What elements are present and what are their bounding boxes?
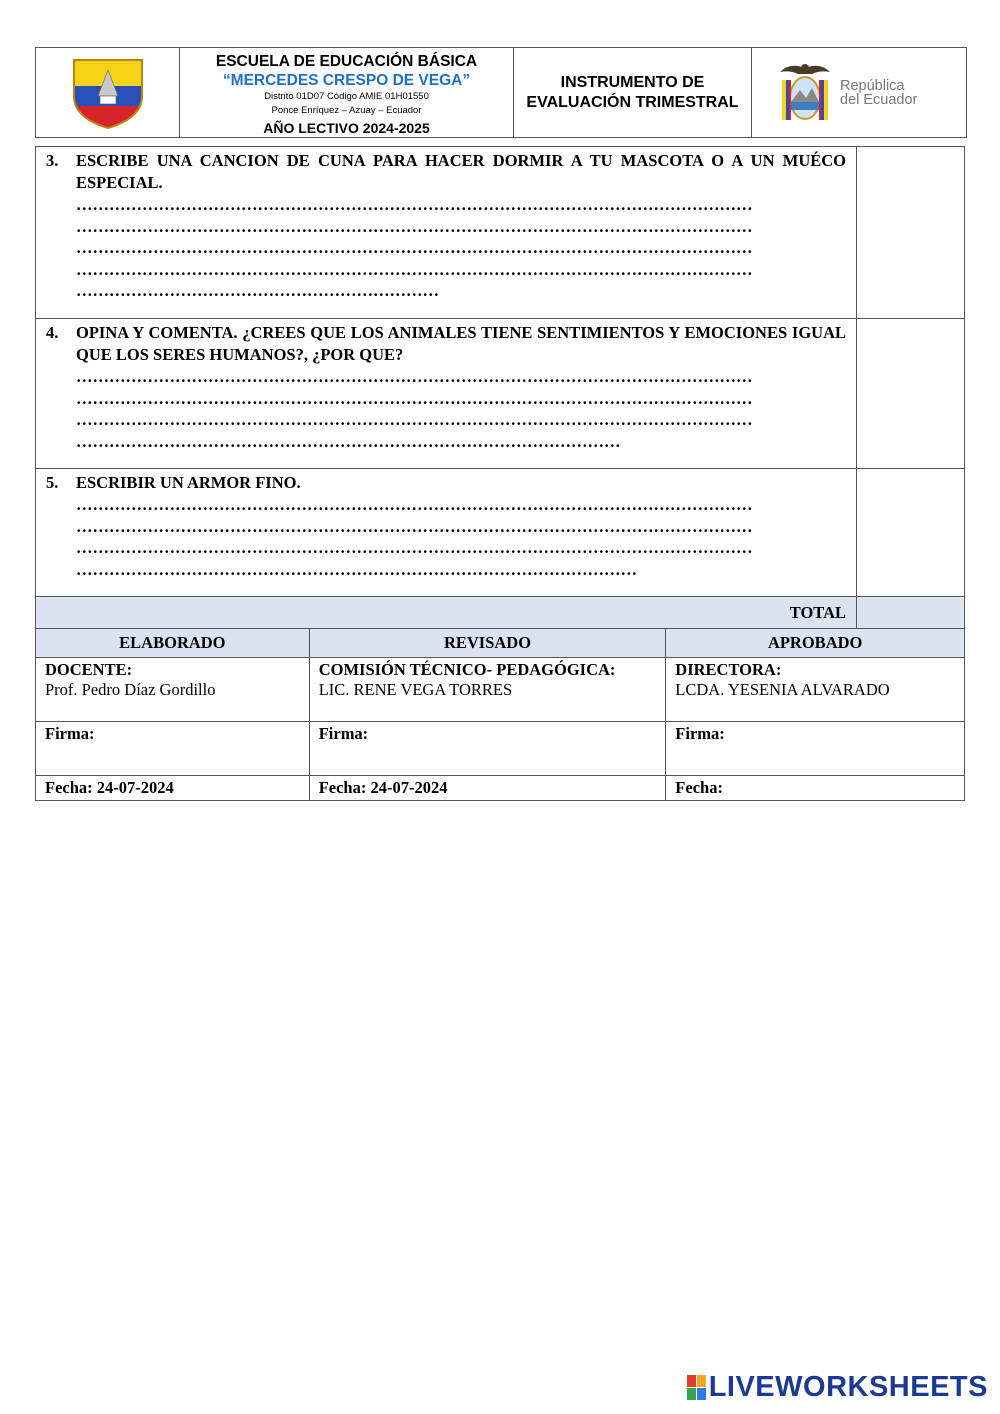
header-aprobado: APROBADO <box>666 629 965 658</box>
score-cell[interactable] <box>857 319 965 469</box>
school-logo-cell <box>36 48 180 137</box>
question-number: 3. <box>46 151 59 170</box>
header-revisado: REVISADO <box>309 629 666 658</box>
signature-header-row <box>36 629 965 658</box>
question-cell <box>36 319 857 469</box>
district-line: Distrito 01D07 Código AMIE 01H01550 <box>264 91 429 102</box>
question-number: 5. <box>46 473 59 492</box>
answer-line[interactable]: ………………………………………………………………………………………… <box>76 559 637 579</box>
total-score-cell[interactable] <box>857 597 965 629</box>
question-row <box>36 147 965 319</box>
question-cell <box>36 147 857 319</box>
answer-line[interactable]: …………………………………………………………………………………………………………… <box>76 516 753 536</box>
signature-fecha-row <box>36 776 965 801</box>
school-name: ESCUELA DE EDUCACIÓN BÁSICA <box>215 53 478 70</box>
liveworksheets-icon <box>687 1375 706 1400</box>
question-text: OPINA Y COMENTA. ¿CREES QUE LOS ANIMALES TIENE SENTIMIENTOS Y EMOCIONES IGUAL QUE LOS SERES HUMANOS?, ¿POR QUE? <box>76 323 846 364</box>
liveworksheets-logo[interactable] <box>687 1371 988 1404</box>
role-label-directora: DIRECTORA: <box>675 660 782 679</box>
answer-line[interactable]: …………………………………………………………………………………………………………… <box>76 538 753 557</box>
liveworksheets-wordmark: LIVEWORKSHEETS <box>708 1371 988 1403</box>
answer-line[interactable]: ……………………………………………………………………………………… <box>76 431 621 451</box>
firma-elaborado[interactable]: Firma: <box>36 722 310 776</box>
document-header <box>35 47 967 138</box>
header-elaborado: ELABORADO <box>36 629 310 658</box>
question-cell <box>36 469 857 597</box>
questions-table <box>35 146 965 629</box>
answer-line[interactable]: ………………………………………………………… <box>76 281 439 300</box>
question-row <box>36 469 965 597</box>
instrument-title-line1: INSTRUMENTO DE <box>560 73 705 91</box>
signature-table <box>35 628 965 801</box>
total-row <box>36 597 965 629</box>
name-directora: LCDA. YESENIA ALVARADO <box>675 680 890 699</box>
answer-line[interactable]: …………………………………………………………………………………………………………… <box>76 410 753 429</box>
fecha-aprobado: Fecha: <box>666 776 965 801</box>
firma-revisado[interactable]: Firma: <box>309 722 666 776</box>
republic-wordmark <box>840 79 917 107</box>
aprobado-cell <box>666 658 965 722</box>
answer-line[interactable]: …………………………………………………………………………………………………………… <box>76 388 753 408</box>
role-label-docente: DOCENTE: <box>45 660 133 679</box>
ecuador-coat-of-arms-icon <box>776 58 834 128</box>
signature-firma-row <box>36 722 965 776</box>
fecha-revisado: Fecha: 24-07-2024 <box>309 776 666 801</box>
instrument-title-line2: EVALUACIÓN TRIMESTRAL <box>526 93 739 111</box>
name-docente: Prof. Pedro Díaz Gordillo <box>45 680 216 699</box>
firma-aprobado[interactable]: Firma: <box>666 722 965 776</box>
school-year: AÑO LECTIVO 2024-2025 <box>263 120 430 136</box>
score-cell[interactable] <box>857 469 965 597</box>
school-quote-name: “MERCEDES CRESPO DE VEGA” <box>222 72 471 89</box>
name-comision: LIC. RENE VEGA TORRES <box>318 680 513 699</box>
school-info-cell <box>180 48 514 137</box>
question-text: ESCRIBIR UN ARMOR FINO. <box>76 473 301 492</box>
score-cell[interactable] <box>857 147 965 319</box>
fecha-elaborado: Fecha: 24-07-2024 <box>36 776 310 801</box>
elaborado-cell <box>36 658 310 722</box>
answer-line[interactable]: …………………………………………………………………………………………………………… <box>76 259 753 279</box>
question-number: 4. <box>46 323 59 342</box>
republic-line2: del Ecuador <box>840 91 918 108</box>
answer-line[interactable]: …………………………………………………………………………………………………………… <box>76 238 753 257</box>
question-row <box>36 319 965 469</box>
answer-line[interactable]: …………………………………………………………………………………………………………… <box>76 495 753 514</box>
republic-logo-cell <box>752 48 966 137</box>
revisado-cell <box>309 658 666 722</box>
location-line: Ponce Enríquez – Azuay – Ecuador <box>271 105 422 116</box>
school-shield-logo <box>68 56 148 130</box>
answer-line[interactable]: …………………………………………………………………………………………………………… <box>76 195 753 214</box>
total-label: TOTAL <box>36 597 857 629</box>
question-text: ESCRIBE UNA CANCION DE CUNA PARA HACER DORMIR A TU MASCOTA O A UN MUÉCO ESPECIAL. <box>76 151 846 192</box>
answer-line[interactable]: …………………………………………………………………………………………………………… <box>76 216 753 236</box>
instrument-title-cell <box>514 48 752 137</box>
answer-line[interactable]: …………………………………………………………………………………………………………… <box>76 367 753 386</box>
republic-line1: República <box>840 77 905 94</box>
signature-names-row <box>36 658 965 722</box>
role-label-comision: COMISIÓN TÉCNICO- PEDAGÓGICA: <box>318 660 616 679</box>
